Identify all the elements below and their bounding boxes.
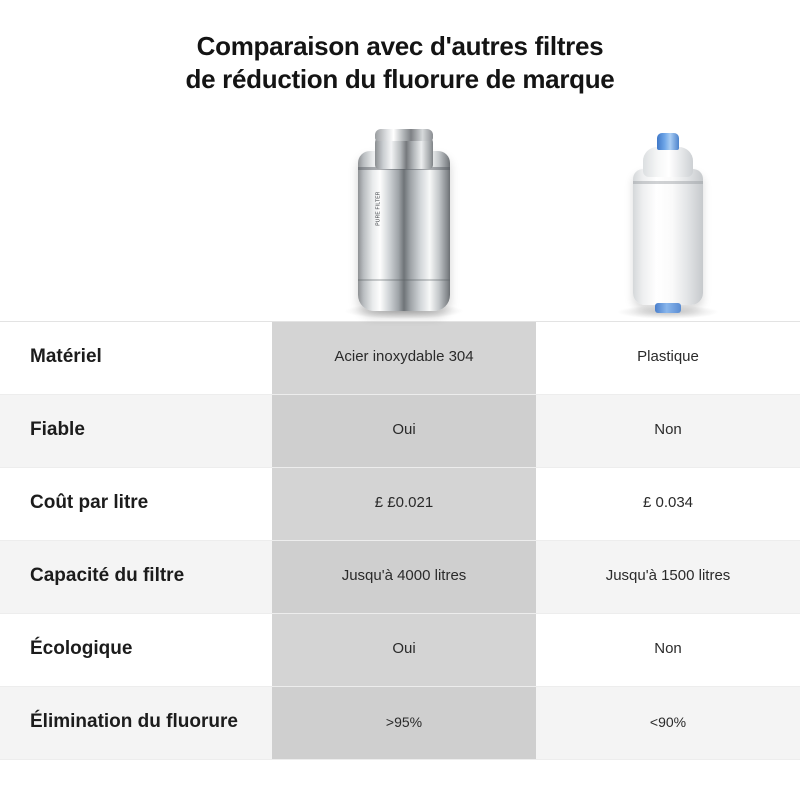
row-label-filter-capacity: Capacité du filtre [30, 565, 185, 587]
row-value-ours-filter-capacity: Jusqu'à 4000 litres [272, 541, 536, 613]
plastic-filter-blue-foot [655, 303, 681, 313]
row-value-ours-eco-friendly: Oui [272, 614, 536, 686]
row-value-ours-material: Acier inoxydable 304 [272, 322, 536, 394]
steel-filter-seam-bottom [358, 279, 450, 281]
row-value-theirs-fluoride-removal: <90% [649, 714, 687, 731]
steel-filter-body [358, 151, 450, 311]
title-line-1: Comparaison avec d'autres filtres [196, 31, 604, 61]
row-label-fluoride-removal: Élimination du fluorure [30, 711, 238, 733]
images-spacer [0, 111, 272, 311]
row-value-ours-cost-per-litre: £ £0.021 [272, 468, 536, 540]
row-value-ours-reliable: Oui [272, 395, 536, 467]
comparison-table [0, 321, 800, 760]
product-images-row [0, 111, 800, 311]
row-value-theirs-cost-per-litre: £ 0.034 [642, 494, 694, 512]
plastic-filter-shoulder [643, 147, 693, 177]
table-row [0, 541, 800, 614]
table-row [0, 322, 800, 395]
table-row [0, 687, 800, 760]
plastic-filter-image [536, 111, 800, 311]
row-value-theirs-eco-friendly: Non [654, 640, 682, 658]
plastic-filter-body [633, 169, 703, 305]
page-title [0, 0, 800, 97]
row-label-cost-per-litre: Coût par litre [30, 492, 149, 514]
table-row [0, 468, 800, 541]
steel-filter-label-text: PURE FILTER [375, 190, 382, 226]
row-value-theirs-filter-capacity: Jusqu'à 1500 litres [605, 567, 731, 585]
row-label-material: Matériel [30, 346, 102, 368]
plastic-filter-blue-cap [657, 133, 679, 150]
row-label-reliable: Fiable [30, 419, 85, 441]
stainless-steel-filter-image [272, 111, 536, 311]
title-line-2: de réduction du fluorure de marque [185, 64, 615, 95]
plastic-filter-illustration [629, 125, 707, 311]
steel-filter-illustration [358, 129, 450, 311]
row-value-theirs-material: Plastique [637, 348, 699, 366]
plastic-filter-ring [633, 181, 703, 184]
row-label-eco-friendly: Écologique [30, 638, 133, 660]
table-row [0, 614, 800, 687]
table-row [0, 395, 800, 468]
row-value-ours-fluoride-removal: >95% [272, 687, 536, 759]
steel-filter-cap [375, 129, 433, 141]
row-value-theirs-reliable: Non [654, 421, 682, 439]
